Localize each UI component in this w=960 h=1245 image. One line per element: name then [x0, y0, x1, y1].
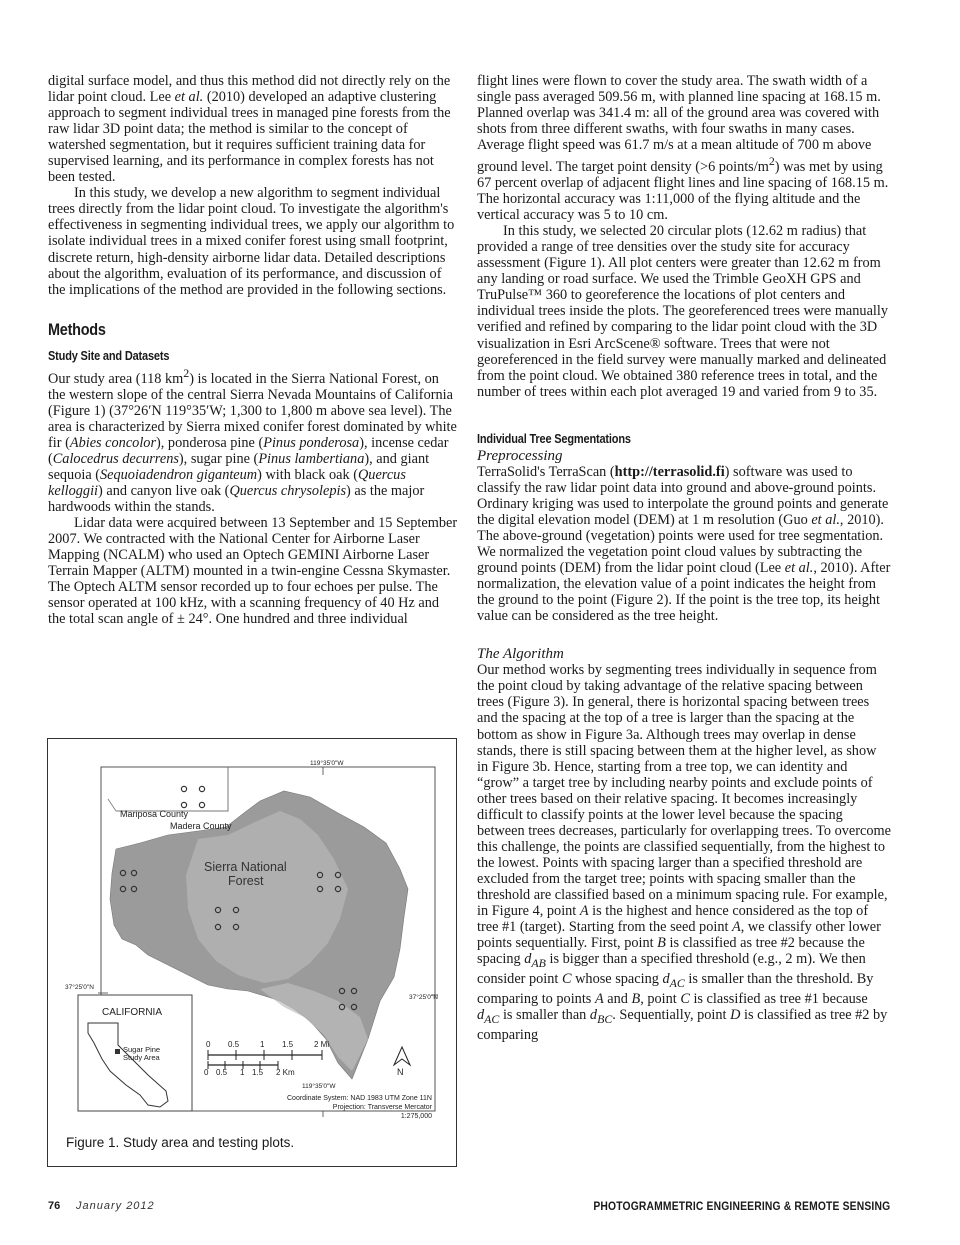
page-number: 76	[48, 1200, 61, 1212]
forest-label-line2: Forest	[228, 874, 264, 888]
superscript: 2	[768, 154, 775, 169]
right-paragraph-4	[477, 662, 891, 1043]
text-span: D	[730, 1007, 741, 1024]
segmentation-heading: Individual Tree Segmentations	[477, 431, 631, 446]
scale-label: 1.5	[282, 1040, 294, 1049]
text-span: , point	[640, 990, 681, 1007]
preprocessing-heading: Preprocessing	[477, 447, 563, 464]
species-name: Pinus ponderosa	[263, 434, 360, 451]
subscript: AC	[484, 1011, 500, 1026]
text-span: ) software was used to classify the raw lidar point data into ground and above-ground points. Ordinary kriging was used to interpolate the ground points and generate the digital elevation model (DEM) at 1 m resolution (Guo	[477, 463, 889, 528]
text-span: et al.	[784, 560, 814, 577]
right-paragraph-1	[477, 73, 891, 223]
text-span: flight lines were flown to cover the study area. The swath width of a single pass averaged 509.56 m, with planned line spacing at 168.15 m. Planned overlap was 341.4 m: all of the ground area was covered with shots from three different swaths, with four swaths in many cases. Average flight speed was 61.7 m/s at a mean altitude of 700 m above ground level. The target point density (>6 points/m	[477, 73, 881, 175]
text-span: is smaller than	[499, 1007, 590, 1024]
text-span: C	[561, 971, 572, 988]
right-column	[477, 73, 891, 1043]
left-paragraph-3	[48, 365, 458, 515]
text-span: Our study area (118 km	[48, 370, 184, 387]
scale-label: 2 Km	[276, 1068, 295, 1077]
text-span: ), sugar pine (	[178, 450, 259, 467]
text-span: B	[631, 990, 641, 1007]
text-span: ), and giant sequoia (	[48, 450, 430, 483]
scale-label: 0	[204, 1068, 209, 1077]
text-span: , we classify other lower points sequentially. First, point	[477, 919, 881, 952]
left-paragraph-2: In this study, we develop a new algorithm to segment individual trees directly from the lidar point cloud. To investigate the algorithm's effectiveness in segmenting individual trees, we apply our algorithm to isolate individual trees in a mixed conifer forest using small footprint, discrete return, high-density airborne lidar data. Detailed descriptions about the algorithm, evaluation of its performance, and discussion of the implications of the method are provided in the following sections.	[48, 185, 455, 298]
spacer	[477, 400, 891, 427]
species-name: Sequoiadendron giganteum	[100, 466, 258, 483]
north-label: N	[397, 1067, 404, 1077]
url-link[interactable]: http://terrasolid.fi	[614, 463, 725, 480]
text-span: ) is located in the Sierra National Forest, on the western slope of the central Sierra Nevada Mountains of California (Figure 1) (37°26′N 119°35′W; 1,300 to 1,800 m above sea level). The area is characterized by Sierra mixed conifer forest dominated by white fir (	[48, 370, 457, 451]
text-span: d	[524, 951, 532, 968]
text-span: ) and canyon live oak (	[98, 482, 230, 499]
study-area-map	[48, 739, 456, 1166]
algorithm-heading: The Algorithm	[477, 646, 564, 663]
left-column	[48, 73, 458, 627]
figure-1	[47, 738, 457, 1167]
latitude-label-left: 37°25'0"N	[65, 984, 94, 991]
inset-label-line2: Study Area	[123, 1053, 160, 1062]
figure-caption: Figure 1. Study area and testing plots.	[66, 1135, 295, 1150]
map-scale-text: 1:275,000	[400, 1113, 432, 1120]
text-span: is classified as tree #1 because	[689, 990, 868, 1007]
scale-label: 2 Mi	[314, 1040, 330, 1049]
text-span: is bigger than a specified threshold (e.g., 2 m). We then consider point	[477, 951, 866, 988]
text-span: (2010) developed an adaptive clustering approach to segment individual trees in managed pine forests from the raw lidar 3D point data; the method is similar to the concept of watershed segmentation, but it requires sufficient training data for supervised learning, and its performance in complex forests has not been tested.	[48, 89, 451, 186]
text-span: A	[732, 919, 741, 936]
scale-label: 1	[240, 1068, 245, 1077]
text-span: Our method works by segmenting trees individually in sequence from the point cloud by taking advantage of the relative spacing between trees (Figure 3). In general, there is horizontal spacing between trees and the spacing at the top of a tree is larger than the spacing at the bottom as show in Figure 3a. Although trees may overlap in dense stands, there is still spacing between them at the higher level, as show in Figure 3b. Hence, starting from a tree top, we can identity and “grow” a target tree by including nearby points and exclude points of other trees based on their relative spacing. It becomes increasingly difficult to classify points at the lower level because the spacing between trees decreases, particularly for overlapping trees. To overcome this challenge, the points are classified sequentially, from the highest to the lowest. Points with spacing larger than a specified threshold are excluded from the target tree; points with spacing smaller than the threshold are classified based on a minimum spacing rule. For example, in Figure 4, point	[477, 662, 891, 920]
text-span: et al.	[811, 511, 840, 528]
subscript: BC	[597, 1011, 613, 1026]
scale-label: 1	[260, 1040, 265, 1049]
right-paragraph-3	[477, 464, 891, 624]
text-span: digital surface model, and thus this method did not directly rely on the lidar point cloud. Lee	[48, 73, 451, 106]
projection-text: Projection: Transverse Mercator	[332, 1104, 432, 1111]
text-span: et al.	[174, 89, 204, 106]
longitude-label-top: 119°35'0"W	[310, 760, 344, 767]
right-paragraph-2: In this study, we selected 20 circular plots (12.62 m radius) that provided a range of tree densities over the study site for accuracy assessment (Figure 1). All plot centers were greater than 12.62 m from any landing or road surface. We used the Trimble GeoXH GPS and TruPulse™ 360 to georeference the locations of plot centers and individual trees inside the plots. The georeferenced trees were manually verified and refined by comparing to the lidar point cloud with the 3D visualization in Esri ArcScene® software. Trees that were not georeferenced in the field survey were manually marked and delineated from the point cloud. We obtained 380 reference trees in total, and the number of trees within each plot averaged 19 and varied from 9 to 35.	[477, 223, 889, 400]
subscript: AC	[669, 975, 685, 990]
forest-label-line1: Sierra National	[204, 860, 287, 874]
scale-label: 0.5	[216, 1068, 228, 1077]
text-span: ) was met by using 67 percent overlap of adjacent flight lines and line spacing of 168.15 m. The horizontal accuracy was 1:11,000 of the flying altitude and the vertical accuracy was 5 to 10 cm.	[477, 159, 889, 224]
species-name: Pinus lambertiana	[258, 450, 365, 467]
text-span: ), incense cedar (	[48, 434, 449, 467]
text-span: d	[589, 1007, 598, 1024]
text-span: whose spacing	[571, 971, 663, 988]
superscript: 2	[183, 365, 190, 380]
text-span: TerraSolid's TerraScan (	[477, 463, 615, 480]
species-name: Quercus chrysolepis	[229, 482, 347, 499]
text-span: . Sequentially, point	[612, 1007, 731, 1024]
species-name: Calocedrus decurrens	[52, 450, 179, 467]
scale-label: 0	[206, 1040, 211, 1049]
journal-name: PHOTOGRAMMETRIC ENGINEERING & REMOTE SENSING	[593, 1199, 890, 1213]
scale-label: 1.5	[252, 1068, 264, 1077]
text-span: A	[579, 903, 589, 920]
california-label: CALIFORNIA	[102, 1007, 163, 1018]
text-span: , 2010). After normalization, the elevation value of a point indicates the height from the ground to the point (Figure 2). If the point is the tree top, its height value can be considered as the tree height.	[477, 560, 891, 625]
text-span: and	[603, 990, 632, 1007]
species-name: Quercus kelloggii	[48, 466, 406, 499]
species-name: Abies concolor	[69, 434, 157, 451]
text-span: , 2010). The above-ground (vegetation) points were used for tree segmentation. We normalized the vegetation point cloud values by subtracting the ground points (DEM) from the lidar point cloud (Lee	[477, 511, 884, 577]
text-span: C	[680, 990, 690, 1007]
text-span: is classified as tree #2 by comparing	[477, 1007, 888, 1043]
study-area-marker	[115, 1049, 120, 1054]
scale-label: 0.5	[228, 1040, 240, 1049]
text-span: d	[477, 1007, 485, 1024]
subscript: AB	[531, 956, 546, 971]
text-span: A	[594, 990, 604, 1007]
text-span: ), ponderosa pine (	[156, 434, 264, 451]
text-span: B	[657, 935, 666, 952]
coordinate-system-text: Coordinate System: NAD 1983 UTM Zone 11N	[287, 1095, 432, 1102]
text-span: is smaller than the threshold. By comparing to points	[477, 971, 874, 1007]
spacer	[477, 624, 891, 646]
text-span: is the highest and hence considered as the top of tree #1 (target). Starting from the seed point	[477, 903, 869, 936]
madera-county-label: Madera County	[170, 821, 232, 831]
text-span: ) with black oak (	[257, 466, 358, 483]
text-span: d	[662, 971, 670, 988]
inset-label-line1: Sugar Pine	[123, 1045, 161, 1054]
text-span: is classified as tree #2 because the spacing	[477, 935, 865, 968]
latitude-label-right: 37°25'0"N	[409, 994, 438, 1001]
left-paragraph-1	[48, 73, 458, 185]
mariposa-county-label: Mariposa County	[120, 809, 189, 819]
issue-date: January 2012	[76, 1200, 155, 1212]
left-paragraph-4: Lidar data were acquired between 13 September and 15 September 2007. We contracted with the National Center for Airborne Laser Mapping (NCALM) who used an Optech GEMINI Airborne Laser Terrain Mapper (ALTM) mounted in a twin-engine Cessna Skymaster. The Optech ALTM sensor recorded up to four echoes per pulse. The sensor operated at 100 kHz, with a scanning frequency of 40 Hz and the total scan angle of ± 24°. One hundred and three individual	[48, 514, 458, 628]
longitude-label-bottom: 119°35'0"W	[302, 1083, 336, 1090]
text-span: ) as the major hardwoods within the stands.	[48, 482, 425, 515]
study-site-heading: Study Site and Datasets	[48, 348, 170, 363]
methods-heading: Methods	[48, 319, 106, 339]
